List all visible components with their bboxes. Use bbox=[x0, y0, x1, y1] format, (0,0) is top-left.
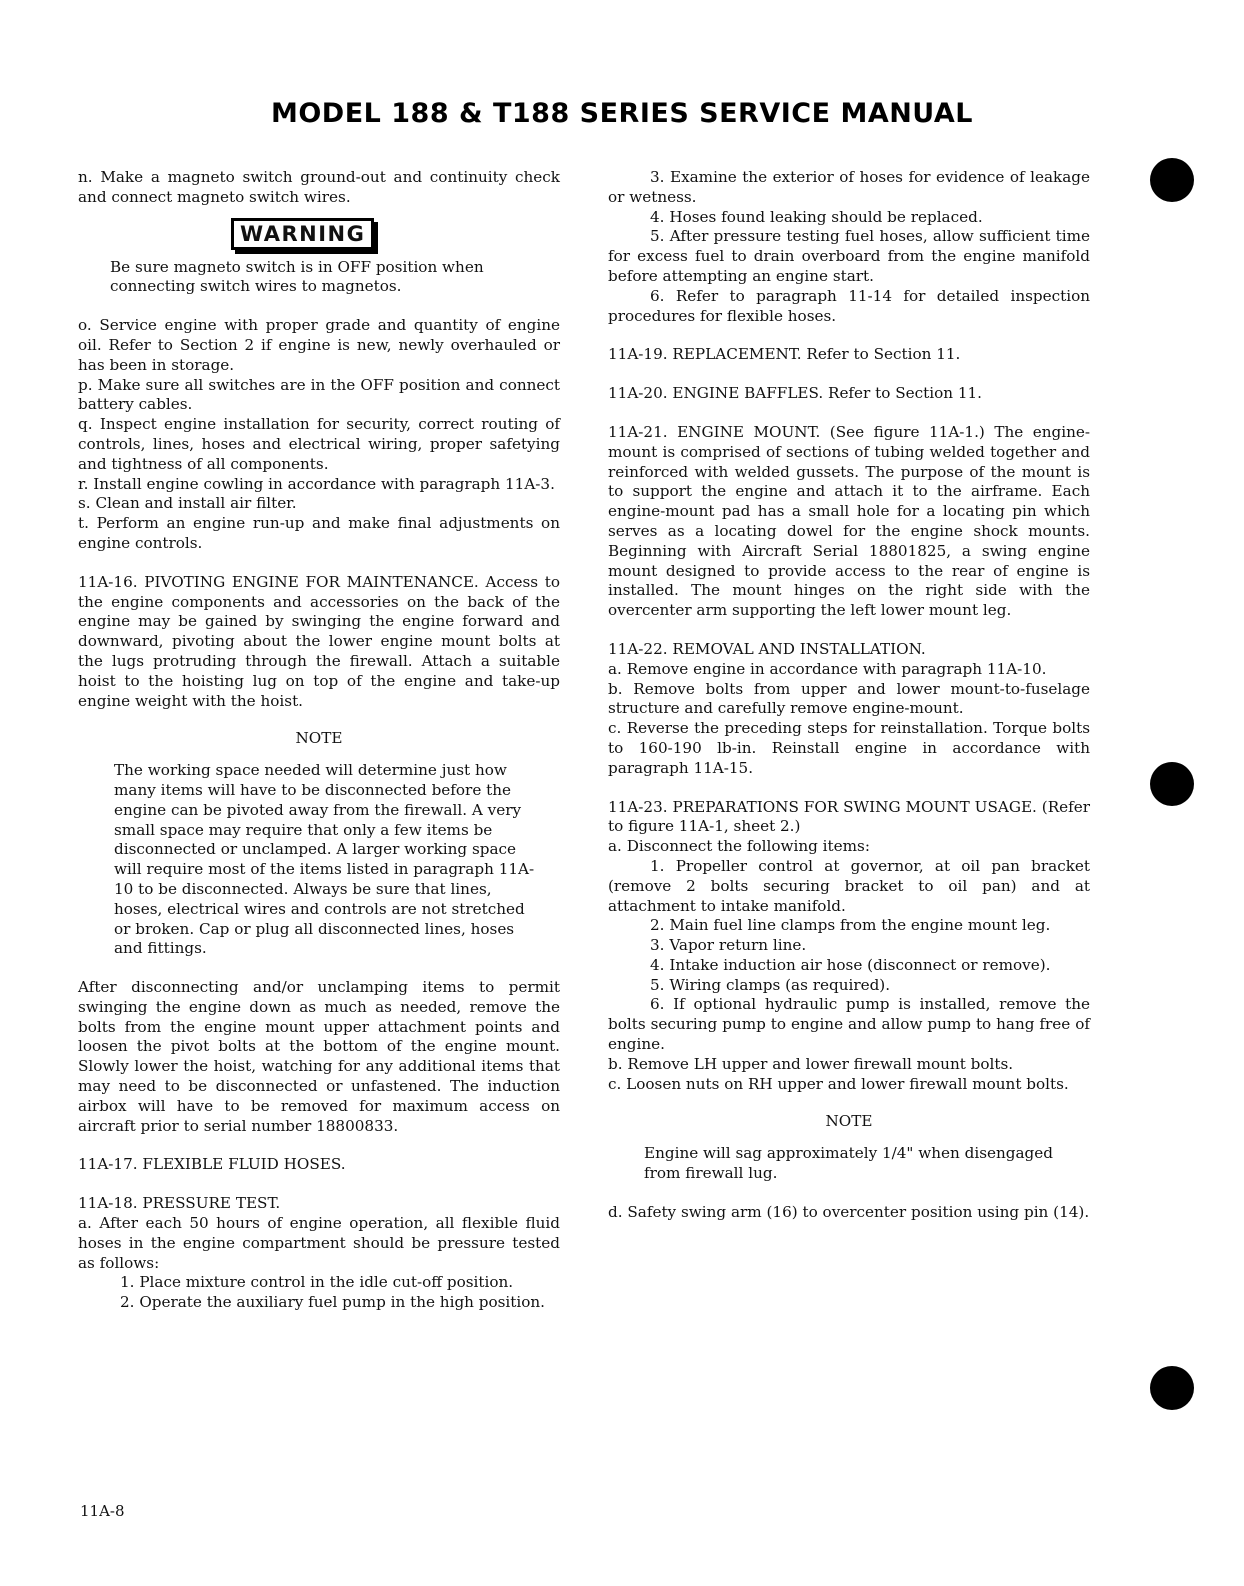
warning-label: WARNING bbox=[231, 218, 374, 250]
step-22a: a. Remove engine in accordance with paragraph 11A-10. bbox=[608, 659, 1047, 678]
step-23c: c. Loosen nuts on RH upper and lower firewall mount bolts. bbox=[608, 1074, 1069, 1093]
punch-hole-middle bbox=[1150, 762, 1194, 806]
step-23a3: 3. Vapor return line. bbox=[650, 936, 807, 955]
step-s: s. Clean and install air filter. bbox=[78, 494, 297, 513]
step-23a5: 5. Wiring clamps (as required). bbox=[650, 975, 891, 994]
after-note-paragraph: After disconnecting and/or unclamping items to permit swinging the engine down as much as needed, remove the bolts from the engine mount upper attachment points and loosen the pivot bolts at the bottom of the engine mount. Slowly lower the hoist, watching for any additional items that may need to be disconnected or unfastened. The induction airbox will have to be removed for maximum access on aircraft prior to serial number 18800833. bbox=[78, 978, 560, 1135]
step-r5: 5. After pressure testing fuel hoses, allow sufficient time for excess fuel to drain overboard from the engine manifold before attempting an engine start. bbox=[608, 227, 1090, 285]
section-11a-19: 11A-19. REPLACEMENT. Refer to Section 11. bbox=[608, 345, 961, 364]
step-18a2: 2. Operate the auxiliary fuel pump in the high position. bbox=[120, 1293, 546, 1312]
step-22c: c. Reverse the preceding steps for reinstallation. Torque bolts to 160-190 lb-in. Reinstall engine in accordance with paragraph 11A-15. bbox=[608, 719, 1090, 777]
step-r: r. Install engine cowling in accordance with paragraph 11A-3. bbox=[78, 474, 555, 493]
step-23a2: 2. Main fuel line clamps from the engine mount leg. bbox=[650, 916, 1051, 935]
step-p: p. Make sure all switches are in the OFF position and connect battery cables. bbox=[78, 375, 560, 414]
step-23a4: 4. Intake induction air hose (disconnect or remove). bbox=[650, 955, 1051, 974]
note-body-2: Engine will sag approximately 1/4" when disengaged from firewall lug. bbox=[644, 1144, 1053, 1183]
punch-hole-top bbox=[1150, 158, 1194, 202]
note-body-1: The working space needed will determine just how many items will have to be disconnected before the engine can be pivoted away from the firewall. A very small space may require that only a few items be disconnected or unclamped. A larger working space will require most of the items listed in paragraph 11A-10 to be disconnected. Always be sure that lines, hoses, electrical wires and controls are not stretched or broken. Cap or plug all disconnected lines, hoses and fittings. bbox=[114, 761, 535, 958]
step-r6: 6. Refer to paragraph 11-14 for detailed inspection procedures for flexible hoses. bbox=[608, 286, 1090, 325]
section-11a-16: 11A-16. PIVOTING ENGINE FOR MAINTENANCE. Access to the engine components and accessories on the back of the engine may be gained by swinging the engine forward and downward, pivoting about the lower engine mount bolts at the lugs protruding through the firewall. Attach a suitable hoist to the hoisting lug on top of the engine and take-up engine weight with the hoist. bbox=[78, 572, 560, 710]
punch-hole-bottom bbox=[1150, 1366, 1194, 1410]
note-title-2: NOTE bbox=[825, 1112, 873, 1131]
page-number: 11A-8 bbox=[80, 1502, 125, 1520]
step-23d: d. Safety swing arm (16) to overcenter position using pin (14). bbox=[608, 1202, 1090, 1221]
section-11a-18: 11A-18. PRESSURE TEST. bbox=[78, 1194, 281, 1213]
warning-text: Be sure magneto switch is in OFF position when connecting switch wires to magnetos. bbox=[110, 257, 484, 296]
left-column bbox=[78, 168, 560, 1313]
right-column bbox=[608, 168, 1090, 1223]
step-r4: 4. Hoses found leaking should be replaced. bbox=[650, 207, 983, 226]
page-title: MODEL 188 & T188 SERIES SERVICE MANUAL bbox=[270, 98, 973, 129]
step-n: n. Make a magneto switch ground-out and continuity check and connect magneto switch wires. bbox=[78, 168, 560, 206]
step-r3: 3. Examine the exterior of hoses for evidence of leakage or wetness. bbox=[608, 168, 1090, 206]
step-o: o. Service engine with proper grade and quantity of engine oil. Refer to Section 2 if engine is new, newly overhauled or has been in storage. bbox=[78, 316, 560, 374]
step-t: t. Perform an engine run-up and make final adjustments on engine controls. bbox=[78, 514, 560, 552]
step-q: q. Inspect engine installation for security, correct routing of controls, lines, hoses and electrical wiring, proper safetying and tightness of all components. bbox=[78, 415, 560, 473]
step-23a1: 1. Propeller control at governor, at oil pan bracket (remove 2 bolts securing bracket to oil pan) and at attachment to intake manifold. bbox=[608, 856, 1090, 915]
step-23b: b. Remove LH upper and lower firewall mount bolts. bbox=[608, 1054, 1014, 1073]
section-11a-20: 11A-20. ENGINE BAFFLES. Refer to Section 11. bbox=[608, 384, 982, 403]
section-11a-22: 11A-22. REMOVAL AND INSTALLATION. bbox=[608, 639, 926, 658]
section-11a-23: 11A-23. PREPARATIONS FOR SWING MOUNT USAGE. (Refer to figure 11A-1, sheet 2.) bbox=[608, 797, 1090, 836]
note-title-1: NOTE bbox=[295, 729, 343, 748]
step-18a: a. After each 50 hours of engine operation, all flexible fluid hoses in the engine compartment should be pressure tested as follows: bbox=[78, 1214, 560, 1272]
section-11a-21: 11A-21. ENGINE MOUNT. (See figure 11A-1.) The engine-mount is comprised of sections of tubing welded together and reinforced with welded gussets. The purpose of the mount is to support the engine and attach it to the airframe. Each engine-mount pad has a small hole for a locating pin which serves as a locating dowel for the engine shock mounts. Beginning with Aircraft Serial 18801825, a swing engine mount designed to provide access to the rear of engine is installed. The mount hinges on the right side with the overcenter arm supporting the left lower mount leg. bbox=[608, 422, 1090, 620]
step-23a: a. Disconnect the following items: bbox=[608, 837, 870, 856]
step-22b: b. Remove bolts from upper and lower mount-to-fuselage structure and carefully remove engine-mount. bbox=[608, 679, 1090, 718]
step-18a1: 1. Place mixture control in the idle cut-off position. bbox=[120, 1273, 514, 1292]
step-23a6: 6. If optional hydraulic pump is installed, remove the bolts securing pump to engine and allow pump to hang free of engine. bbox=[608, 995, 1090, 1054]
section-11a-17: 11A-17. FLEXIBLE FLUID HOSES. bbox=[78, 1155, 346, 1174]
